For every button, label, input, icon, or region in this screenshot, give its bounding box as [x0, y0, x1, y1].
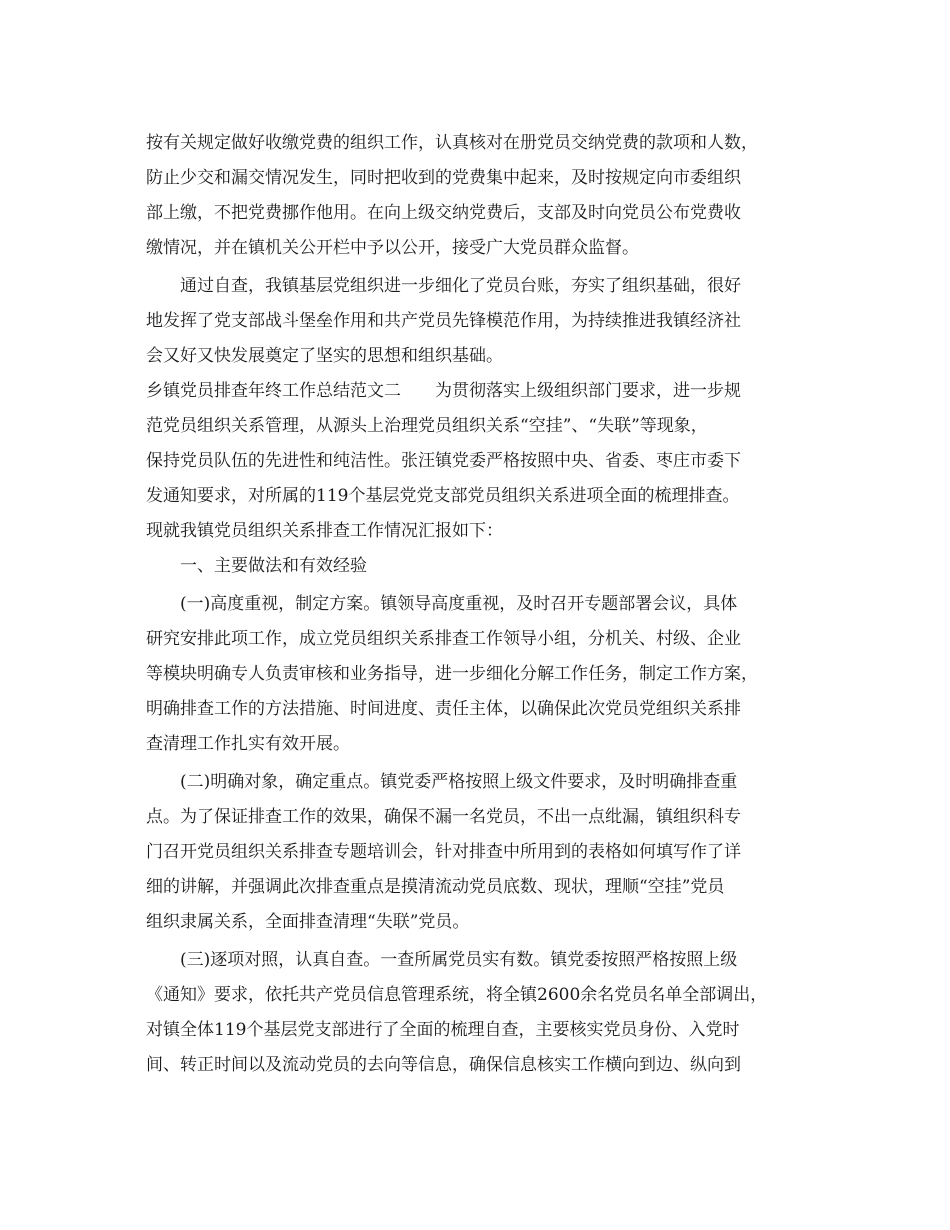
text-line: 防止少交和漏交情况发生，同时把收到的党费集中起来，及时按规定向市委组织	[146, 168, 741, 188]
text-line: 范党员组织关系管理，从源头上治理党员组织关系“空挂”、“失联”等现象，	[146, 416, 708, 436]
text-line: 明确排查工作的方法措施、时间进度、责任主体，以确保此次党员党组织关系排	[146, 699, 741, 719]
text-line: (三)逐项对照，认真自查。一查所属党员实有数。镇党委按照严格按照上级	[146, 950, 738, 970]
text-line: 通过自查，我镇基层党组织进一步细化了党员台账，夯实了组织基础，很好	[146, 276, 741, 296]
text-line: 等模块明确专人负责审核和业务指导，进一步细化分解工作任务，制定工作方案，	[146, 664, 758, 684]
text-line: 间、转正时间以及流动党员的去向等信息，确保信息核实工作横向到边、纵向到	[146, 1055, 741, 1075]
section-heading: 一、主要做法和有效经验	[146, 556, 367, 576]
text-line: 组织隶属关系，全面排查清理“失联”党员。	[146, 912, 470, 932]
text-line: 部上缴，不把党费挪作他用。在向上级交纳党费后，支部及时向党员公布党费收	[146, 203, 741, 223]
text-line: 保持党员队伍的先进性和纯洁性。张汪镇党委严格按照中央、省委、枣庄市委下	[146, 451, 741, 471]
text-line: 细的讲解，并强调此次排查重点是摸清流动党员底数、现状，理顺“空挂”党员	[146, 877, 725, 897]
text-line: 缴情况，并在镇机关公开栏中予以公开，接受广大党员群众监督。	[146, 238, 639, 258]
text-line: 按有关规定做好收缴党费的组织工作，认真核对在册党员交纳党费的款项和人数，	[146, 133, 758, 153]
text-line: 对镇全体119个基层党支部进行了全面的梳理自查，主要核实党员身份、入党时	[146, 1020, 740, 1040]
text-line: 乡镇党员排查年终工作总结范文二 为贯彻落实上级组织部门要求，进一步规	[146, 381, 741, 401]
text-line: 查清理工作扎实有效开展。	[146, 734, 350, 754]
text-line: 现就我镇党员组织关系排查工作情况汇报如下：	[146, 521, 503, 541]
text-line: 会又好又快发展奠定了坚实的思想和组织基础。	[146, 346, 503, 366]
text-line: 发通知要求，对所属的119个基层党党支部党员组织关系进项全面的梳理排查。	[146, 486, 740, 506]
text-line: (一)高度重视，制定方案。镇领导高度重视，及时召开专题部署会议，具体	[146, 594, 738, 614]
text-line: 地发挥了党支部战斗堡垒作用和共产党员先锋模范作用，为持续推进我镇经济社	[146, 311, 741, 331]
text-line: (二)明确对象，确定重点。镇党委严格按照上级文件要求，及时明确排查重	[146, 772, 738, 792]
text-line: 门召开党员组织关系排查专题培训会，针对排查中所用到的表格如何填写作了详	[146, 842, 741, 862]
text-line: 点。为了保证排查工作的效果，确保不漏一名党员，不出一点纰漏，镇组织科专	[146, 807, 741, 827]
text-line: 研究安排此项工作，成立党员组织关系排查工作领导小组，分机关、村级、企业	[146, 629, 741, 649]
text-line: 《通知》要求，依托共产党员信息管理系统，将全镇2600余名党员名单全部调出，	[146, 985, 768, 1005]
